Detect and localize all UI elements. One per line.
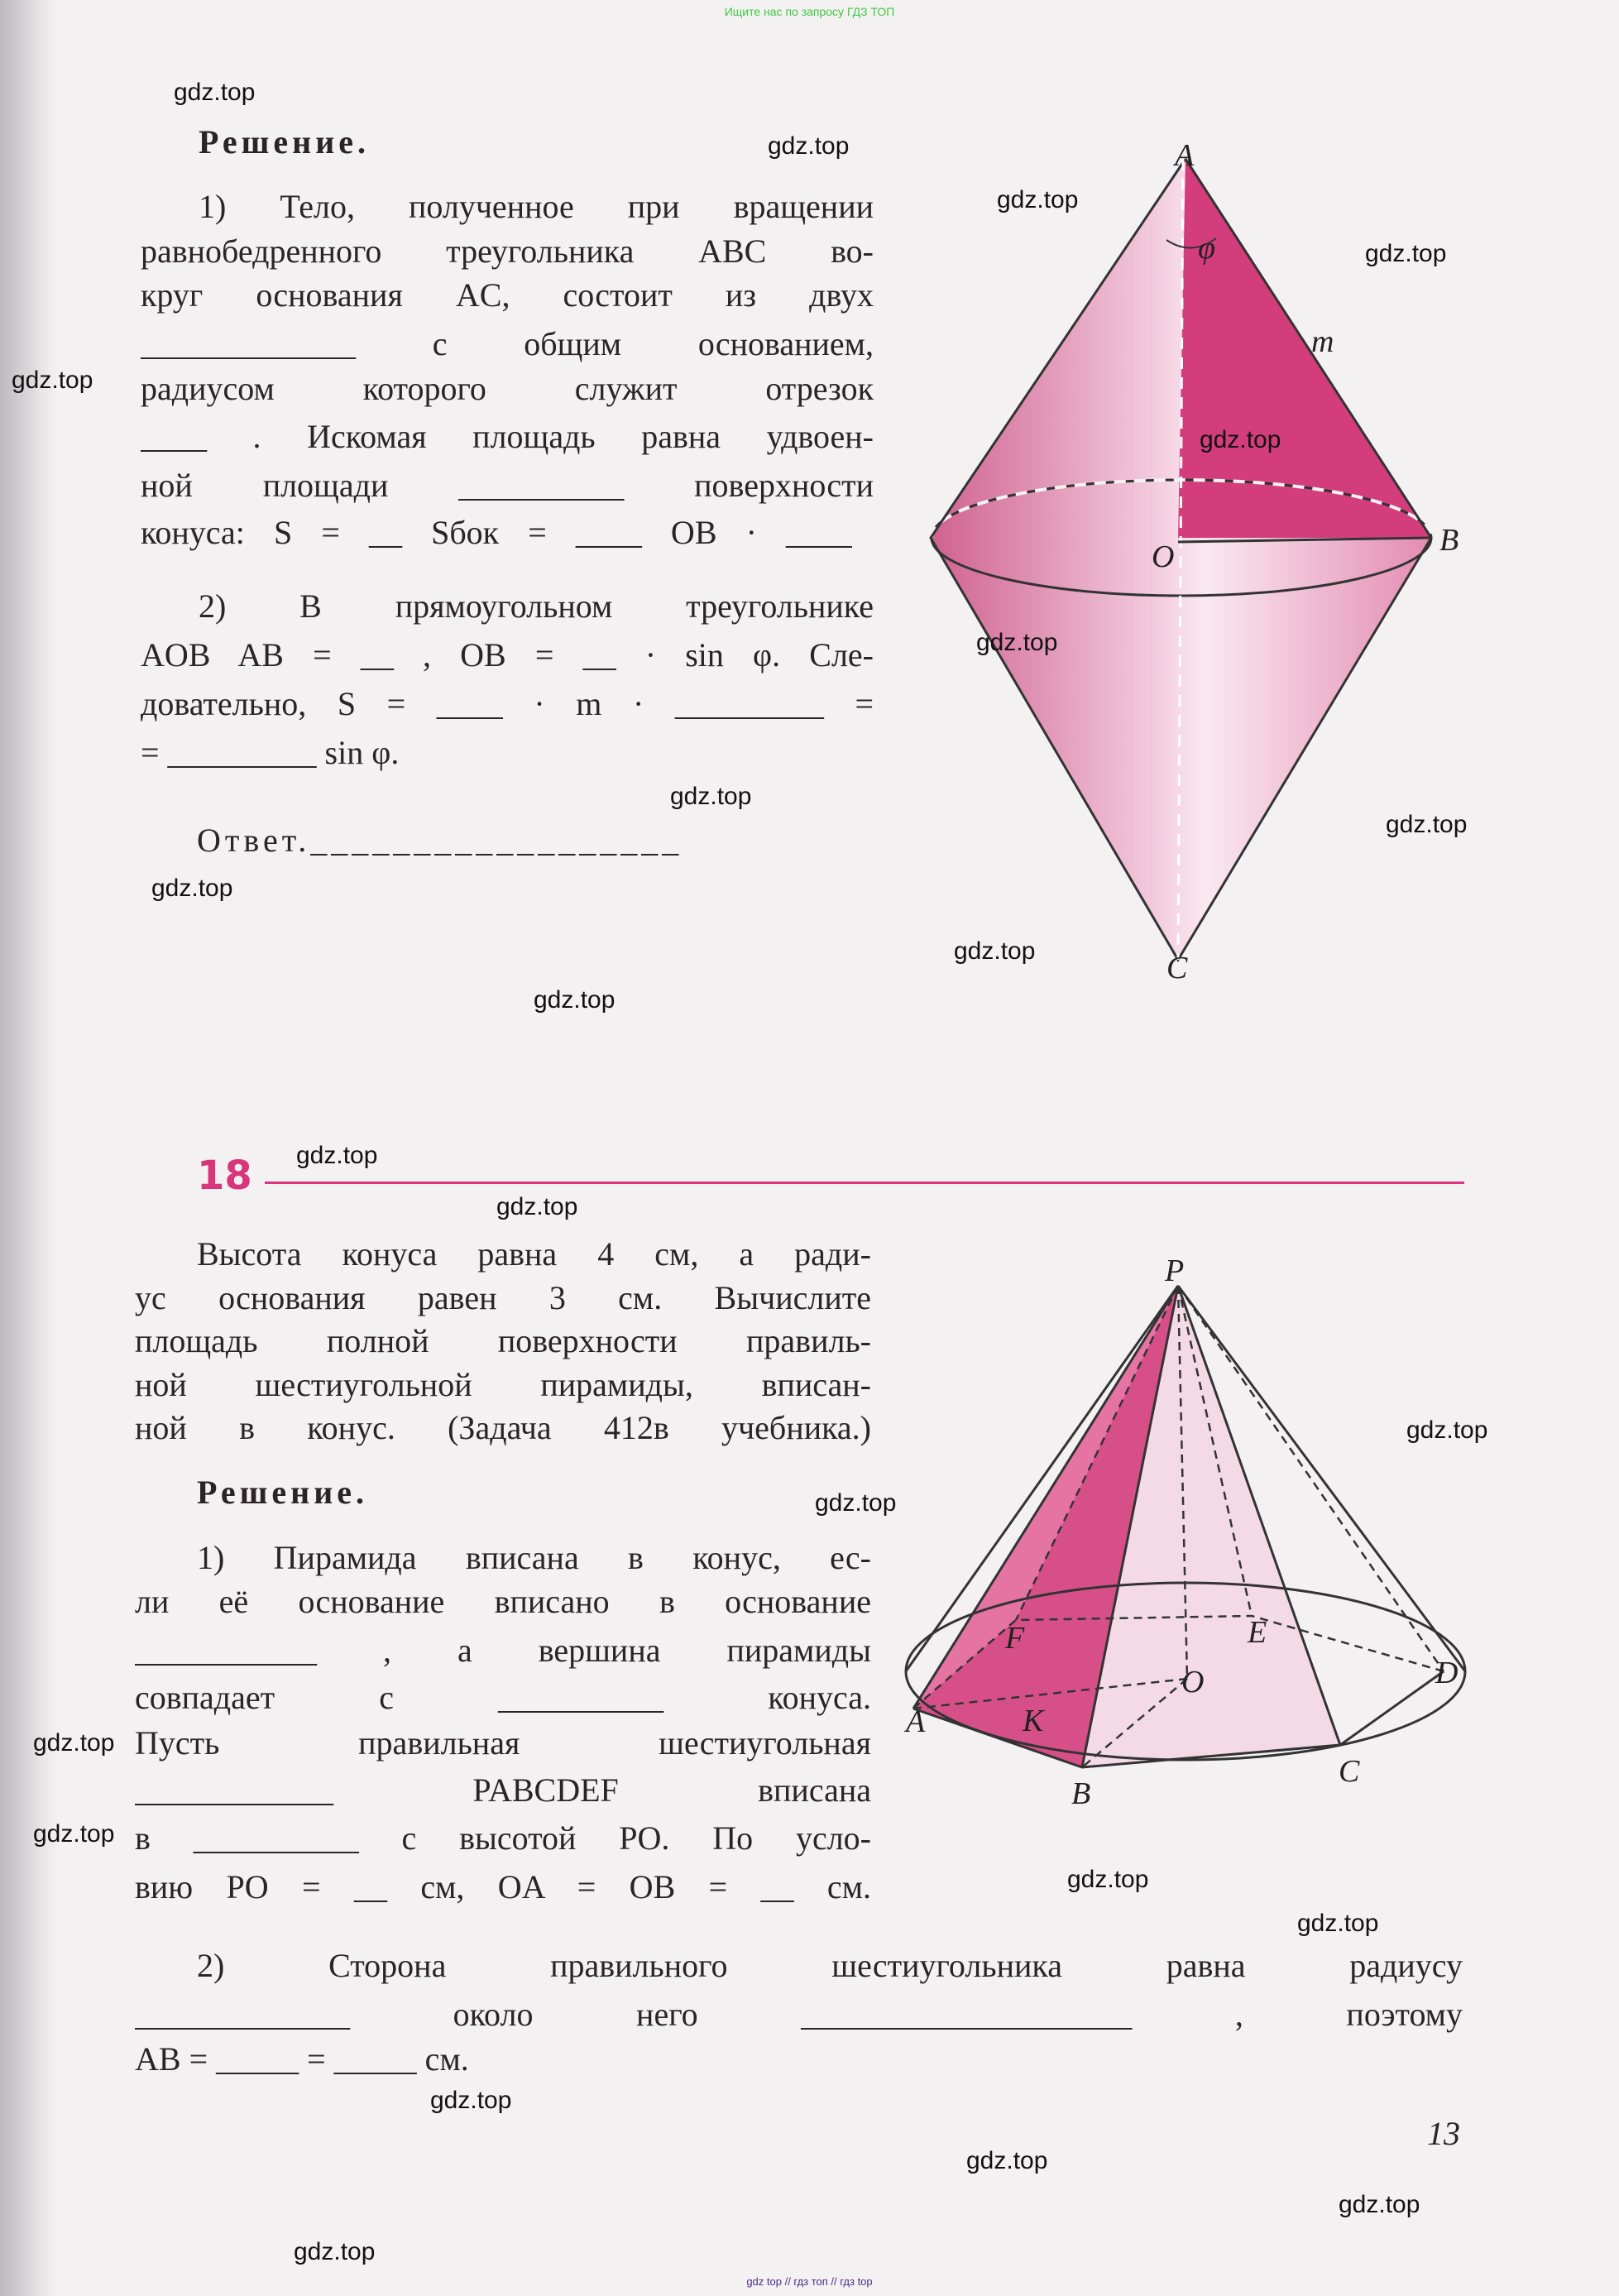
text-line: довательно, S = ____ · m · _________ = xyxy=(141,685,874,722)
text-line: Пусть правильная шестиугольная xyxy=(135,1724,871,1762)
watermark: gdz.top xyxy=(976,629,1058,656)
watermark: gdz.top xyxy=(670,783,752,810)
text-line: ____ . Искомая площадь равна удвоен- xyxy=(141,418,874,455)
text-line: AOB AB = __ , OB = __ · sin φ. Сле- xyxy=(141,636,874,673)
text-line: вию PO = __ см, OA = OB = __ см. xyxy=(135,1868,871,1905)
text-line: равнобедренного треугольника ABC во- xyxy=(141,232,874,270)
solution-heading: Решение. xyxy=(199,123,371,161)
watermark: gdz.top xyxy=(294,2238,376,2265)
label-B: B xyxy=(1071,1776,1091,1811)
bottom-watermark-note: gdz top // гдз топ // гдз top xyxy=(746,2275,873,2288)
watermark: gdz.top xyxy=(12,367,93,394)
text-line: ____________ PABCDEF вписана xyxy=(135,1771,871,1809)
watermark: gdz.top xyxy=(296,1142,378,1169)
watermark: gdz.top xyxy=(1200,426,1281,453)
watermark: gdz.top xyxy=(430,2087,512,2114)
watermark: gdz.top xyxy=(33,1820,115,1848)
text-line: 2) В прямоугольном треугольнике xyxy=(199,587,874,625)
text-line: ной площади __________ поверхности xyxy=(141,467,874,504)
text-line: AB = _____ = _____ см. xyxy=(135,2040,469,2078)
label-E: E xyxy=(1248,1615,1267,1650)
text-line: _____________ с общим основанием, xyxy=(141,325,874,362)
text-line: совпадает с __________ конуса. xyxy=(135,1679,871,1716)
text-line: в __________ с высотой PO. По усло- xyxy=(135,1819,871,1857)
watermark: gdz.top xyxy=(768,132,850,160)
task-text-line: Высота конуса равна 4 см, а ради- xyxy=(197,1235,871,1273)
answer-label: Ответ.__________________ xyxy=(197,822,683,859)
watermark: gdz.top xyxy=(997,186,1079,213)
watermark: gdz.top xyxy=(1386,811,1468,838)
watermark: gdz.top xyxy=(954,937,1036,965)
task-number: 18 xyxy=(197,1153,252,1199)
task-text-line: ной шестиугольной пирамиды, вписан- xyxy=(135,1366,871,1403)
watermark: gdz.top xyxy=(966,2147,1048,2174)
text-line: 1) Пирамида вписана в конус, ес- xyxy=(197,1539,871,1576)
top-watermark-note: Ищите нас по запросу ГДЗ ТОП xyxy=(724,5,895,18)
task-text-line: площадь полной поверхности правиль- xyxy=(135,1322,871,1359)
text-line: конуса: S = __ Sбок = ____ OB · ____ xyxy=(141,514,852,551)
text-line: = _________ sin φ. xyxy=(141,734,400,771)
task-divider xyxy=(265,1182,1464,1184)
label-P: P xyxy=(1165,1253,1185,1288)
text-line: _____________ около него ____________________ , поэтому xyxy=(135,1996,1463,2033)
label-O: O xyxy=(1181,1665,1205,1699)
watermark: gdz.top xyxy=(1365,240,1447,267)
label-A: A xyxy=(1175,138,1195,173)
label-B: B xyxy=(1439,523,1459,558)
page-number: 13 xyxy=(1427,2115,1460,2152)
label-m: m xyxy=(1311,324,1334,359)
watermark: gdz.top xyxy=(1406,1416,1488,1444)
label-C: C xyxy=(1339,1754,1360,1789)
text-line: круг основания AC, состоит из двух xyxy=(141,276,874,314)
label-phi: φ xyxy=(1198,231,1216,266)
watermark: gdz.top xyxy=(33,1729,115,1757)
watermark: gdz.top xyxy=(496,1193,578,1220)
label-O: O xyxy=(1152,539,1175,574)
label-F: F xyxy=(1005,1621,1025,1656)
watermark: gdz.top xyxy=(534,986,616,1014)
watermark: gdz.top xyxy=(1297,1910,1379,1937)
watermark: gdz.top xyxy=(1339,2191,1420,2218)
solution-heading-2: Решение. xyxy=(197,1474,369,1511)
text-line: ли её основание вписано в основание xyxy=(135,1583,871,1620)
text-line: 2) Сторона правильного шестиугольника равна радиусу xyxy=(197,1947,1463,1984)
text-line: 1) Тело, полученное при вращении xyxy=(199,188,874,225)
text-line: ___________ , а вершина пирамиды xyxy=(135,1632,871,1669)
task-text-line: ус основания равен 3 см. Вычислите xyxy=(135,1279,871,1316)
pyramid-in-cone-figure xyxy=(903,1253,1465,1811)
watermark: gdz.top xyxy=(815,1489,897,1517)
text-line: радиусом которого служит отрезок xyxy=(141,370,874,407)
task-text-line: ной в конус. (Задача 412в учебника.) xyxy=(135,1409,871,1446)
watermark: gdz.top xyxy=(174,79,256,106)
label-D: D xyxy=(1435,1656,1459,1690)
watermark: gdz.top xyxy=(1067,1866,1149,1893)
label-A: A xyxy=(906,1704,926,1739)
watermark: gdz.top xyxy=(151,875,233,902)
label-K: K xyxy=(1023,1704,1044,1738)
label-C: C xyxy=(1166,951,1188,985)
